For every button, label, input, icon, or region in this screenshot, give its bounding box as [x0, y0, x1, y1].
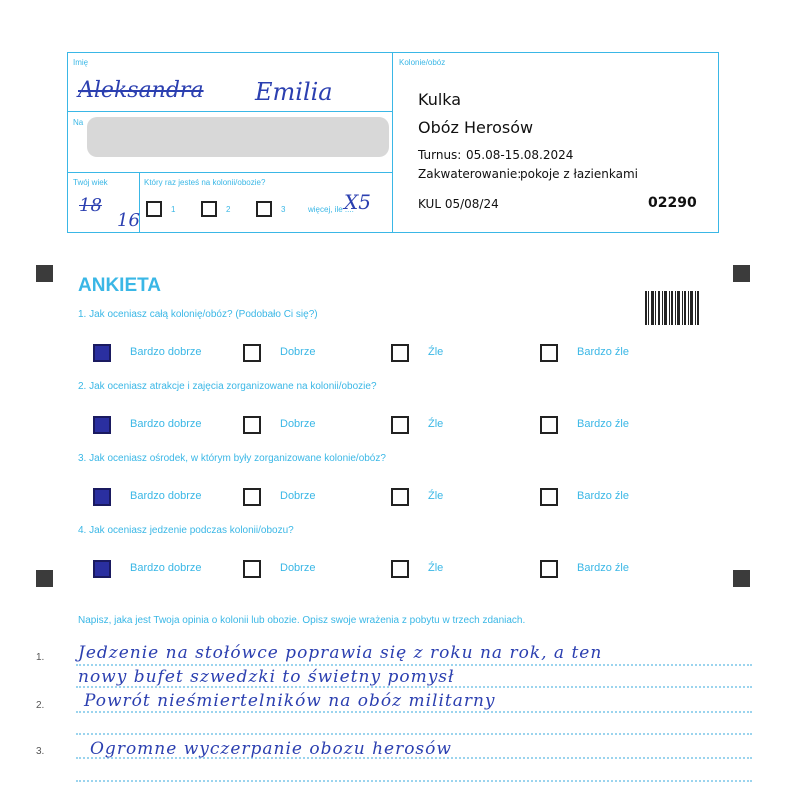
registration-marker-top-left: [36, 265, 53, 282]
question-2-option-4-label: Bardzo źle: [577, 418, 629, 430]
opinion-line-6: [76, 780, 752, 782]
question-1-text: 1. Jak oceniasz całą kolonię/obóz? (Podobało Ci się?): [78, 309, 318, 320]
question-1-option-3-label: Źle: [428, 346, 444, 358]
question-4-text: 4. Jak oceniasz jedzenie podczas kolonii/obozu?: [78, 525, 294, 536]
question-2-option-3-checkbox[interactable]: [391, 416, 409, 434]
question-4-option-1-label: Bardzo dobrze: [130, 562, 202, 574]
question-4-option-2-checkbox[interactable]: [243, 560, 261, 578]
question-4-option-3-label: Źle: [428, 562, 444, 574]
question-3-option-1-checkbox[interactable]: [93, 488, 111, 506]
times-option-3-checkbox[interactable]: [256, 201, 272, 217]
opinion-line-3: [76, 711, 752, 713]
survey-title: ANKIETA: [78, 275, 162, 296]
turnus-value: 05.08-15.08.2024: [466, 148, 574, 162]
question-3-option-3-label: Źle: [428, 490, 444, 502]
camp-label: Kolonie/obóz: [399, 58, 446, 67]
times-option-3-label: 3: [281, 205, 286, 214]
camp-subname: Obóz Herosów: [418, 118, 534, 137]
registration-marker-bottom-right: [733, 570, 750, 587]
opinion-answer-3[interactable]: Ogromne wyczerpanie obozu herosów: [90, 739, 452, 759]
question-4-option-4-label: Bardzo źle: [577, 562, 629, 574]
question-3-option-3-checkbox[interactable]: [391, 488, 409, 506]
accommodation-label: Zakwaterowanie:: [418, 167, 522, 181]
question-1-option-1-checkbox[interactable]: [93, 344, 111, 362]
opinion-line-4: [76, 733, 752, 735]
age-label: Twój wiek: [73, 178, 108, 187]
registration-marker-top-right: [733, 265, 750, 282]
question-2-option-3-label: Źle: [428, 418, 444, 430]
times-label: Który raz jesteś na kolonii/obozie?: [144, 178, 266, 187]
opinion-answer-2[interactable]: Powrót nieśmiertelników na obóz militarny: [84, 691, 496, 711]
question-2-option-2-checkbox[interactable]: [243, 416, 261, 434]
turnus-label: Turnus:: [418, 148, 462, 162]
age-value[interactable]: 16: [117, 210, 140, 231]
question-1-option-4-checkbox[interactable]: [540, 344, 558, 362]
surname-redaction: [87, 117, 389, 157]
question-1-option-2-label: Dobrze: [280, 346, 316, 358]
times-option-1-label: 1: [171, 205, 176, 214]
question-2-option-1-checkbox[interactable]: [93, 416, 111, 434]
opinion-line-1: [76, 664, 752, 666]
question-3-option-4-label: Bardzo źle: [577, 490, 629, 502]
accommodation-value: pokoje z łazienkami: [520, 167, 638, 181]
times-more-label: więcej, ile ....: [308, 205, 354, 214]
name-label: Imię: [73, 58, 89, 67]
name-struck: Aleksandra: [78, 78, 204, 103]
times-more-value[interactable]: X5: [344, 190, 371, 214]
question-1-option-4-label: Bardzo źle: [577, 346, 629, 358]
times-option-2-checkbox[interactable]: [201, 201, 217, 217]
name-value[interactable]: Emilia: [255, 78, 333, 106]
question-3-option-2-label: Dobrze: [280, 490, 316, 502]
header-divider-2: [67, 172, 393, 173]
header-divider-1: [67, 111, 393, 112]
question-3-option-2-checkbox[interactable]: [243, 488, 261, 506]
opinion-prompt: Napisz, jaka jest Twoja opinia o kolonii lub obozie. Opisz swoje wrażenia z pobytu w trzech zdaniach.: [78, 615, 526, 626]
times-option-2-label: 2: [226, 205, 231, 214]
opinion-number-2: 2.: [36, 700, 45, 711]
question-3-option-4-checkbox[interactable]: [540, 488, 558, 506]
opinion-answer-1b[interactable]: nowy bufet szwedzki to świetny pomysł: [78, 667, 455, 687]
question-2-text: 2. Jak oceniasz atrakcje i zajęcia zorganizowane na kolonii/obozie?: [78, 381, 377, 392]
question-4-option-3-checkbox[interactable]: [391, 560, 409, 578]
barcode-image: [645, 291, 699, 325]
question-2-option-1-label: Bardzo dobrze: [130, 418, 202, 430]
opinion-number-3: 3.: [36, 746, 45, 757]
registration-marker-bottom-left: [36, 570, 53, 587]
opinion-answer-1a[interactable]: Jedzenie na stołówce poprawia się z roku na rok, a ten: [78, 643, 603, 663]
camp-name: Kulka: [418, 90, 462, 109]
age-struck: 18: [79, 195, 102, 216]
form-number: 02290: [648, 195, 697, 211]
question-3-text: 3. Jak oceniasz ośrodek, w którym były zorganizowane kolonie/obóz?: [78, 453, 386, 464]
question-4-option-1-checkbox[interactable]: [93, 560, 111, 578]
times-option-1-checkbox[interactable]: [146, 201, 162, 217]
question-2-option-2-label: Dobrze: [280, 418, 316, 430]
surname-label: Na: [73, 118, 84, 127]
header-divider-vertical: [392, 52, 393, 233]
question-2-option-4-checkbox[interactable]: [540, 416, 558, 434]
question-1-option-2-checkbox[interactable]: [243, 344, 261, 362]
question-4-option-2-label: Dobrze: [280, 562, 316, 574]
opinion-number-1: 1.: [36, 652, 45, 663]
question-1-option-1-label: Bardzo dobrze: [130, 346, 202, 358]
question-1-option-3-checkbox[interactable]: [391, 344, 409, 362]
question-4-option-4-checkbox[interactable]: [540, 560, 558, 578]
question-3-option-1-label: Bardzo dobrze: [130, 490, 202, 502]
camp-code: KUL 05/08/24: [418, 197, 499, 211]
